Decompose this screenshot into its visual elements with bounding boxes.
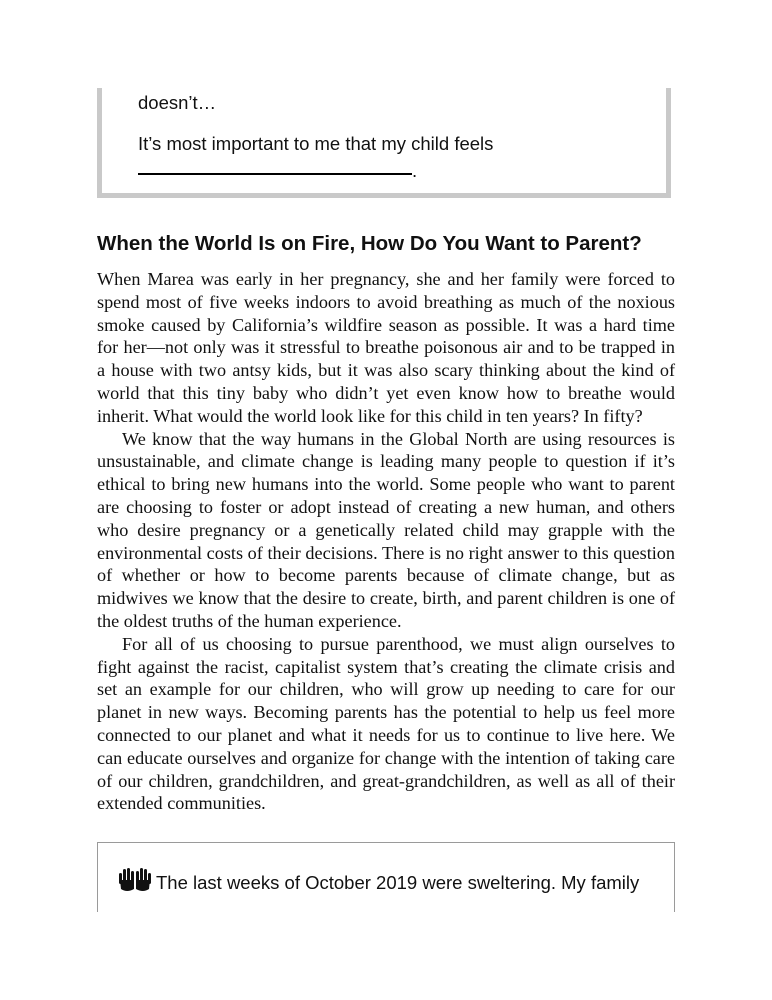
paragraph: We know that the way humans in the Global North are using resources is unsustainable, and climate change is leading many people to question if it’s ethical to bring new humans into the world. Some people who want to parent are choosing to foster or adopt instead of creating a new human, and others who desire pregnancy or a genetically related child may grapple with the environmental costs of their decisions. There is no right answer to this question of whether or how to become parents because of climate change, but as midwives we know that the desire to create, birth, and parent children is one of the oldest truths of the human experience. xyxy=(97,428,675,631)
body-text xyxy=(97,268,675,815)
blank-period: . xyxy=(412,160,418,181)
paragraph: For all of us choosing to pursue parenthood, we must align ourselves to fight against the racist, capitalist system that’s creating the climate crisis and set an example for our children, who will grow up needing to care for our planet in new ways. Becoming parents has the potential to help us feel more connected to our planet and what it needs for us to continue to live here. We can educate ourselves and organize for change with the intention of taking care of our children, grandchildren, and great-grandchildren, as well as all of their extended communities. xyxy=(97,633,675,814)
section-heading: When the World Is on Fire, How Do You Want to Parent? xyxy=(97,232,642,255)
paragraph: When Marea was early in her pregnancy, she and her family were forced to spend most of five weeks indoors to avoid breathing as much of the noxious smoke caused by California’s wildfire season as possible. It was a hard time for her—not only was it stressful to breathe poisonous air and to be trapped in a house with two antsy kids, but it was also scary thinking about the kind of world that this tiny baby who didn’t yet even know how to breathe would inherit. What would the world look like for this child in ten years? In fifty? xyxy=(97,269,675,426)
callout-line-continued: doesn’t… xyxy=(138,92,217,113)
raised-hands-icon xyxy=(118,867,152,893)
story-opening-line: The last weeks of October 2019 were sweltering. My family xyxy=(156,872,640,893)
callout-prompt: It’s most important to me that my child feels xyxy=(138,133,494,154)
fill-in-blank xyxy=(138,173,412,175)
